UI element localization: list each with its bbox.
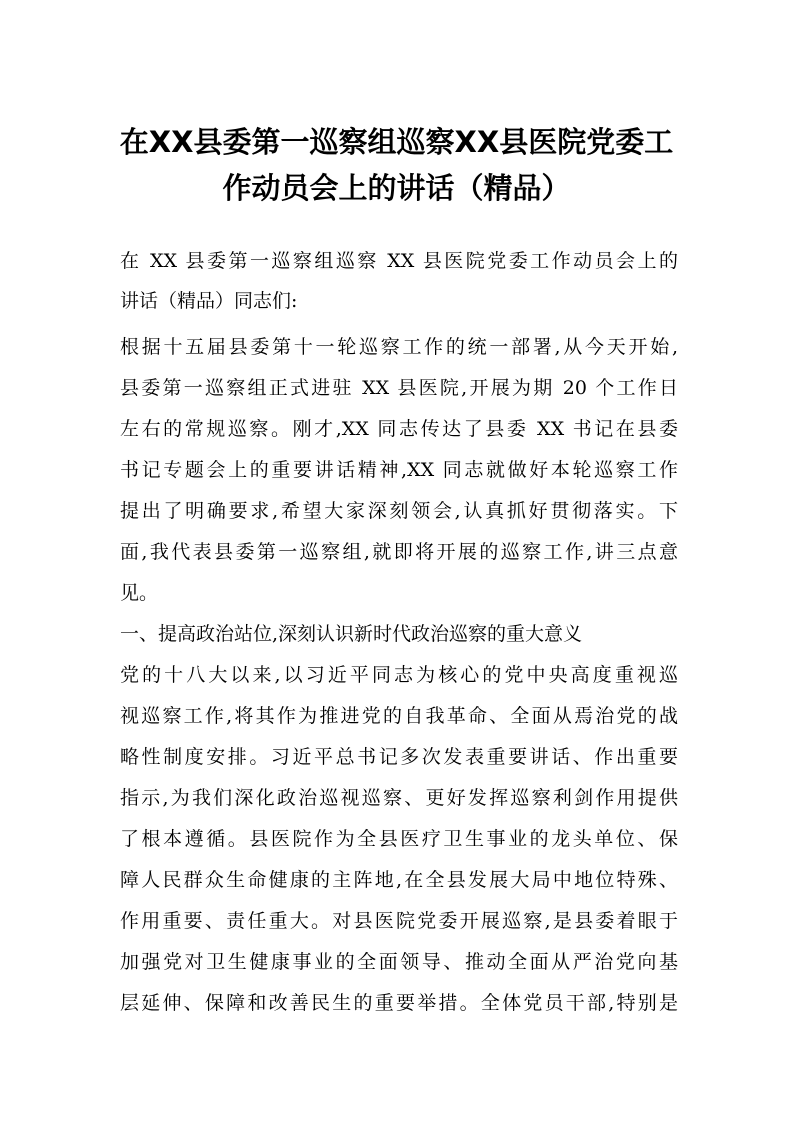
body-line: 在 XX 县委第一巡察组巡察 XX 县医院党委工作动员会上的 <box>120 250 678 272</box>
body-line: 见。 <box>120 582 159 604</box>
body-line: 党的十八大以来,以习近平同志为核心的党中央高度重视巡 <box>120 664 678 686</box>
body-line: 作用重要、责任重大。对县医院党委开展巡察,是县委着眼于 <box>120 910 678 932</box>
body-line: 视巡察工作,将其作为推进党的自我革命、全面从焉治党的战 <box>120 705 678 727</box>
body-line: 略性制度安排。习近平总书记多次发表重要讲话、作出重要 <box>120 746 678 768</box>
body-line: 障人民群众生命健康的主阵地,在全县发展大局中地位特殊、 <box>120 869 678 891</box>
body-line: 书记专题会上的重要讲话精神,XX 同志就做好本轮巡察工作 <box>120 459 678 481</box>
body-line: 提出了明确要求,希望大家深刻领会,认真抓好贯彻落实。下 <box>120 500 678 522</box>
body-line: 左右的常规巡察。刚才,XX 同志传达了县委 XX 书记在县委 <box>120 418 678 440</box>
body-line: 面,我代表县委第一巡察组,就即将开展的巡察工作,讲三点意 <box>120 541 678 563</box>
document-title-line-1: 在XX县委第一巡察组巡察XX县医院党委工 <box>119 125 674 159</box>
body-line: 根据十五届县委第十一轮巡察工作的统一部署,从今天开始, <box>120 336 678 358</box>
section-heading: 一、提高政治站位,深刻认识新时代政治巡察的重大意义 <box>120 623 583 645</box>
document-title-line-2: 作动员会上的讲话（精品） <box>222 171 571 205</box>
body-line: 层延伸、保障和改善民生的重要举措。全体党员干部,特别是 <box>120 992 678 1014</box>
body-line: 讲话（精品）同志们: <box>120 290 298 312</box>
body-line: 指示,为我们深化政治巡视巡察、更好发挥巡察利剑作用提供 <box>120 787 678 809</box>
body-line: 加强党对卫生健康事业的全面领导、推动全面从严治党向基 <box>120 951 678 973</box>
body-line: 了根本遵循。县医院作为全县医疗卫生事业的龙头单位、保 <box>120 828 678 850</box>
body-line: 县委第一巡察组正式进驻 XX 县医院,开展为期 20 个工作日 <box>120 377 678 399</box>
